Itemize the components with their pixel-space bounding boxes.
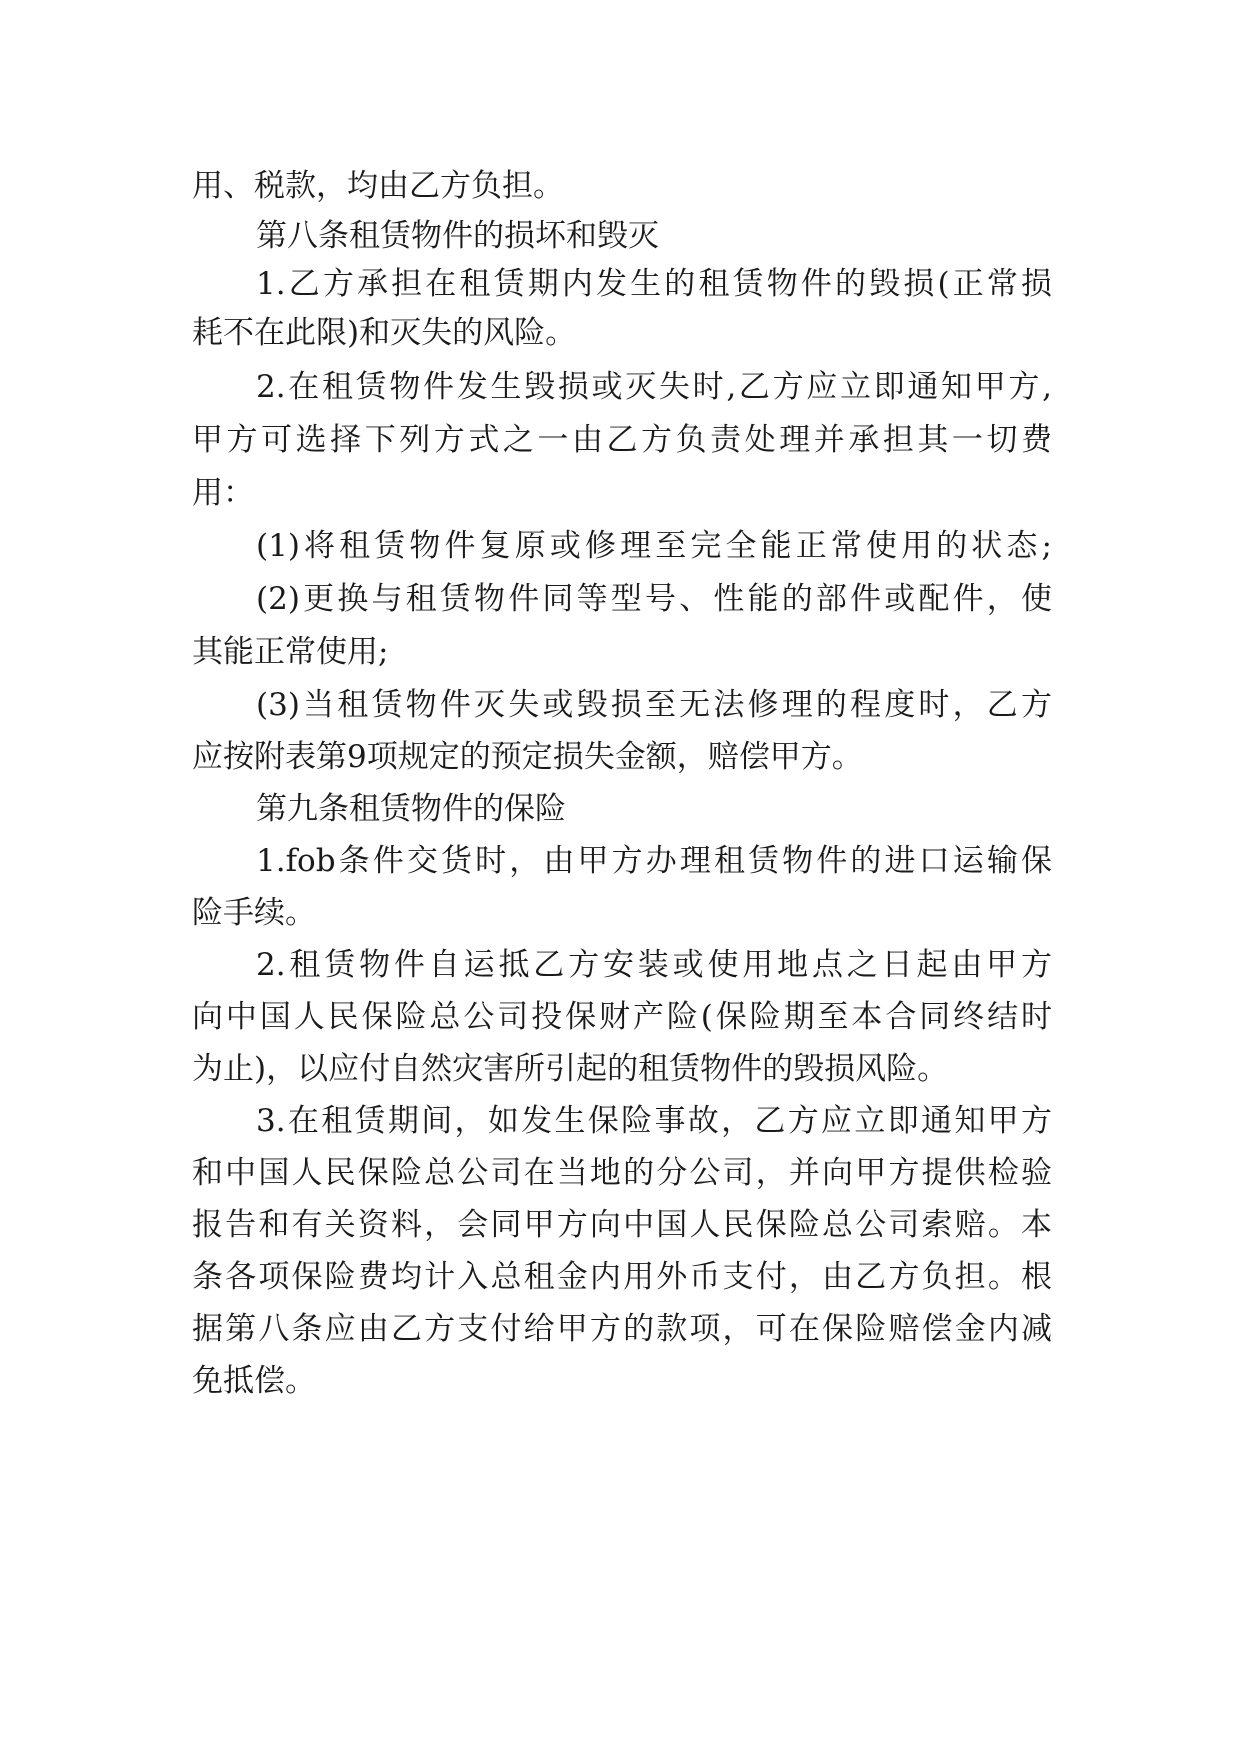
text-line: 免抵偿。 — [192, 1363, 316, 1399]
text-line: 其能正常使用; — [192, 634, 389, 670]
text-line: 向中国人民保险总公司投保财产险(保险期至本合同终结时 — [192, 999, 1052, 1035]
text-line: 报告和有关资料，会同甲方向中国人民保险总公司索赔。本 — [192, 1207, 1052, 1243]
text-line: 条各项保险费均计入总租金内用外币支付，由乙方负担。根 — [192, 1259, 1052, 1295]
text-line: 用、税款，均由乙方负担。 — [192, 168, 564, 204]
text-line: 应按附表第9项规定的预定损失金额，赔偿甲方。 — [192, 739, 863, 775]
section-heading: 第九条租赁物件的保险 — [256, 791, 566, 827]
text-line: 据第八条应由乙方支付给甲方的款项，可在保险赔偿金内减 — [192, 1311, 1052, 1347]
text-line: 险手续。 — [192, 895, 316, 931]
text-line: 甲方可选择下列方式之一由乙方负责处理并承担其一切费 — [192, 422, 1052, 458]
text-line: 2.在租赁物件发生毁损或灭失时,乙方应立即通知甲方, — [256, 369, 1052, 405]
text-line: 为止)，以应付自然灾害所引起的租赁物件的毁损风险。 — [192, 1051, 949, 1087]
text-line: 和中国人民保险总公司在当地的分公司，并向甲方提供检验 — [192, 1155, 1052, 1191]
text-line: (3)当租赁物件灭失或毁损至无法修理的程度时，乙方 — [256, 687, 1052, 723]
text-line: (1)将租赁物件复原或修理至完全能正常使用的状态; — [256, 528, 1052, 564]
text-line: 3.在租赁期间，如发生保险事故，乙方应立即通知甲方 — [256, 1103, 1052, 1139]
text-line: (2)更换与租赁物件同等型号、性能的部件或配件，使 — [256, 581, 1052, 617]
text-line: 1.fob条件交货时，由甲方办理租赁物件的进口运输保 — [256, 843, 1052, 879]
text-line: 2.租赁物件自运抵乙方安装或使用地点之日起由甲方 — [256, 947, 1052, 983]
text-line: 1.乙方承担在租赁期内发生的租赁物件的毁损(正常损 — [256, 266, 1052, 302]
text-line: 用： — [192, 475, 254, 511]
text-line: 耗不在此限)和灭失的风险。 — [192, 315, 577, 351]
section-heading: 第八条租赁物件的损坏和毁灭 — [256, 218, 659, 254]
